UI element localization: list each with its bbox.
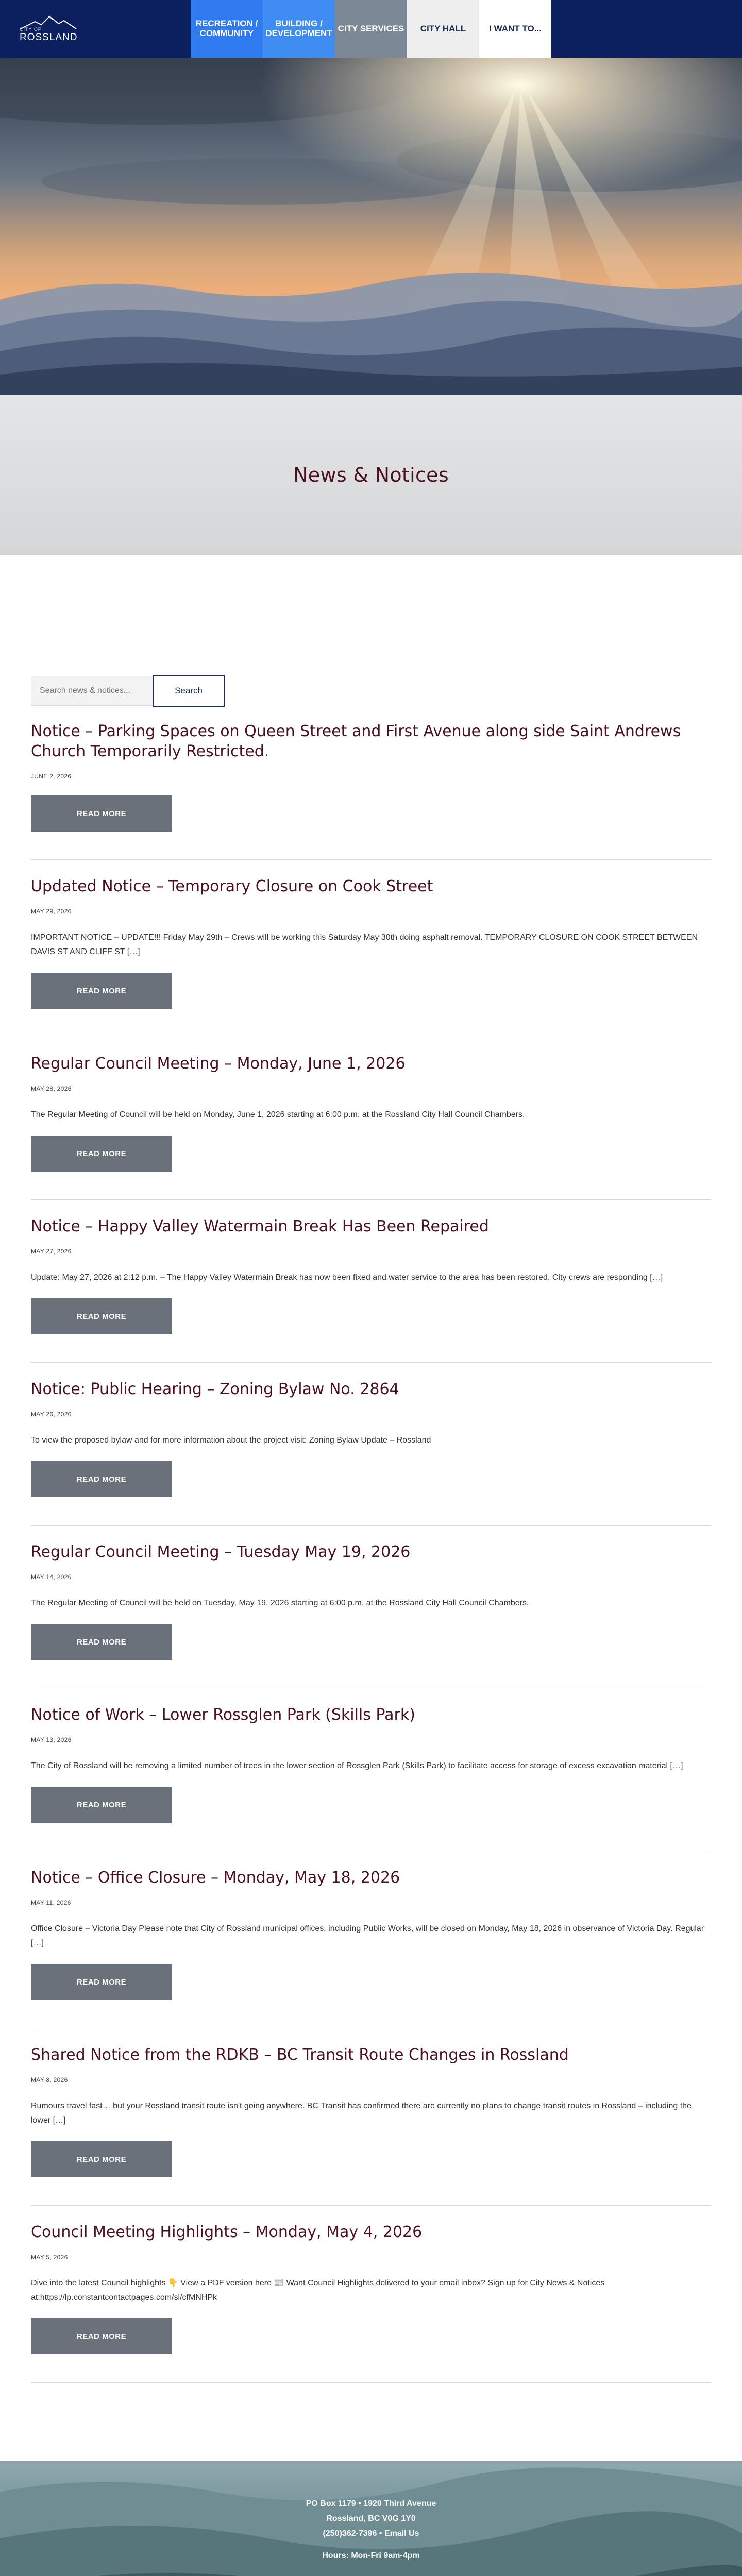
main-nav bbox=[191, 0, 551, 58]
logo-text-small: CITY OF bbox=[20, 27, 42, 32]
read-more-button[interactable]: READ MORE bbox=[31, 1787, 172, 1823]
read-more-button[interactable]: READ MORE bbox=[31, 1136, 172, 1172]
post-title[interactable]: Notice – Office Closure – Monday, May 18, 2026 bbox=[31, 1869, 400, 1887]
office-hours: Hours: Mon-Fri 9am-4pm bbox=[322, 2551, 420, 2560]
post-date: MAY 13, 2026 bbox=[31, 1736, 72, 1743]
post-title[interactable]: Notice – Happy Valley Watermain Break Has Been Repaired bbox=[31, 1217, 489, 1235]
email-link[interactable]: Email Us bbox=[384, 2529, 419, 2538]
phone-link[interactable]: (250)362-7396 bbox=[323, 2529, 377, 2538]
news-post bbox=[31, 2222, 711, 2383]
post-title[interactable]: Shared Notice from the RDKB – BC Transit Route Changes in Rossland bbox=[31, 2046, 569, 2064]
post-date: MAY 26, 2026 bbox=[31, 1411, 72, 1418]
site-header bbox=[0, 0, 742, 58]
post-excerpt: IMPORTANT NOTICE – UPDATE!!! Friday May 29th – Crews will be working this Saturday May 30th doing asphalt removal. TEMPORARY CLOSURE ON COOK STREET BETWEEN DAVIS ST AND CLIFF ST […] bbox=[31, 933, 698, 956]
post-date: MAY 14, 2026 bbox=[31, 1573, 72, 1581]
site-footer bbox=[0, 2461, 742, 2576]
post-title[interactable]: Regular Council Meeting – Tuesday May 19, 2026 bbox=[31, 1543, 411, 1561]
post-date: MAY 11, 2026 bbox=[31, 1899, 71, 1906]
nav-recreation-community[interactable]: RECREATION / COMMUNITY bbox=[191, 0, 263, 58]
contact-line bbox=[0, 2526, 742, 2541]
post-excerpt: The Regular Meeting of Council will be held on Tuesday, May 19, 2026 starting at 6:00 p.m. at the Rossland City Hall Council Chambers. bbox=[31, 1599, 529, 1607]
hero-image bbox=[0, 58, 742, 395]
news-post bbox=[31, 2045, 711, 2206]
page-title-band bbox=[0, 395, 742, 555]
post-date: MAY 27, 2026 bbox=[31, 1248, 72, 1255]
read-more-button[interactable]: READ MORE bbox=[31, 1298, 172, 1334]
sunset-mountains-image bbox=[0, 58, 742, 395]
read-more-button[interactable]: READ MORE bbox=[31, 973, 172, 1009]
news-post bbox=[31, 721, 711, 860]
post-excerpt: The Regular Meeting of Council will be held on Monday, June 1, 2026 starting at 6:00 p.m. at the Rossland City Hall Council Chambers. bbox=[31, 1110, 525, 1119]
footer-address bbox=[0, 2496, 742, 2541]
site-logo[interactable] bbox=[0, 0, 191, 58]
news-post bbox=[31, 1542, 711, 1688]
nav-city-hall[interactable]: CITY HALL bbox=[407, 0, 479, 58]
post-excerpt: Update: May 27, 2026 at 2:12 p.m. – The Happy Valley Watermain Break has now been fixed and water service to the area has been restored. City crews are responding […] bbox=[31, 1273, 663, 1282]
search-input[interactable] bbox=[31, 676, 153, 706]
news-list bbox=[0, 555, 742, 2461]
logo-text: ROSSLAND bbox=[20, 32, 78, 43]
address-line-2: Rossland, BC V0G 1Y0 bbox=[326, 2514, 416, 2523]
post-title[interactable]: Notice of Work – Lower Rossglen Park (Skills Park) bbox=[31, 1706, 415, 1724]
footer-content bbox=[0, 2461, 742, 2576]
news-post bbox=[31, 876, 711, 1037]
post-date: MAY 28, 2026 bbox=[31, 1085, 72, 1092]
news-post bbox=[31, 1054, 711, 1200]
read-more-button[interactable]: READ MORE bbox=[31, 2141, 172, 2177]
nav-building-development[interactable]: BUILDING / DEVELOPMENT bbox=[263, 0, 335, 58]
post-excerpt: Rumours travel fast… but your Rossland transit route isn't going anywhere. BC Transit has confirmed there are currently no plans to change transit routes in Rossland – including the lower […] bbox=[31, 2102, 692, 2125]
news-post bbox=[31, 1216, 711, 1363]
post-date: MAY 29, 2026 bbox=[31, 908, 72, 915]
read-more-button[interactable]: READ MORE bbox=[31, 2318, 172, 2354]
news-post bbox=[31, 1379, 711, 1526]
post-excerpt: Office Closure – Victoria Day Please note that City of Rossland municipal offices, including Public Works, will be closed on Monday, May 18, 2026 in observance of Victoria Day. Regular […] bbox=[31, 1924, 704, 1947]
read-more-button[interactable]: READ MORE bbox=[31, 1461, 172, 1497]
post-title[interactable]: Updated Notice – Temporary Closure on Cook Street bbox=[31, 877, 433, 895]
post-date: MAY 5, 2026 bbox=[31, 2253, 68, 2261]
logo-mark bbox=[20, 14, 78, 43]
post-excerpt: Dive into the latest Council highlights 👇 View a PDF version here 📰 Want Council Highlights delivered to your email inbox? Sign up for City News & Notices at:https://lp.constantcontactpages.com/sl/cfMNHPk bbox=[31, 2279, 605, 2302]
news-post bbox=[31, 1868, 711, 2028]
post-title[interactable]: Regular Council Meeting – Monday, June 1, 2026 bbox=[31, 1055, 406, 1073]
contact-separator: • bbox=[377, 2529, 384, 2538]
search-button[interactable]: Search bbox=[153, 675, 225, 707]
news-post bbox=[31, 1705, 711, 1851]
post-excerpt: To view the proposed bylaw and for more information about the project visit: Zoning Bylaw Update – Rossland bbox=[31, 1436, 431, 1445]
nav-city-services[interactable]: CITY SERVICES bbox=[335, 0, 407, 58]
read-more-button[interactable]: READ MORE bbox=[31, 1624, 172, 1660]
post-title[interactable]: Notice: Public Hearing – Zoning Bylaw No. 2864 bbox=[31, 1380, 399, 1398]
post-date: MAY 8, 2026 bbox=[31, 2076, 68, 2083]
search-form bbox=[31, 676, 711, 707]
page-title: News & Notices bbox=[293, 464, 449, 486]
post-date: JUNE 2, 2026 bbox=[31, 773, 72, 780]
nav-i-want-to[interactable]: I WANT TO... bbox=[479, 0, 551, 58]
read-more-button[interactable]: READ MORE bbox=[31, 1964, 172, 2000]
read-more-button[interactable]: READ MORE bbox=[31, 795, 172, 832]
post-title[interactable]: Notice – Parking Spaces on Queen Street and First Avenue along side Saint Andrews Church Temporarily Restricted. bbox=[31, 722, 681, 760]
post-excerpt: The City of Rossland will be removing a limited number of trees in the lower section of Rossglen Park (Skills Park) to facilitate access for storage of excess excavation material […] bbox=[31, 1761, 683, 1770]
post-title[interactable]: Council Meeting Highlights – Monday, May 4, 2026 bbox=[31, 2223, 423, 2241]
address-line-1: PO Box 1179 • 1920 Third Avenue bbox=[306, 2499, 436, 2508]
